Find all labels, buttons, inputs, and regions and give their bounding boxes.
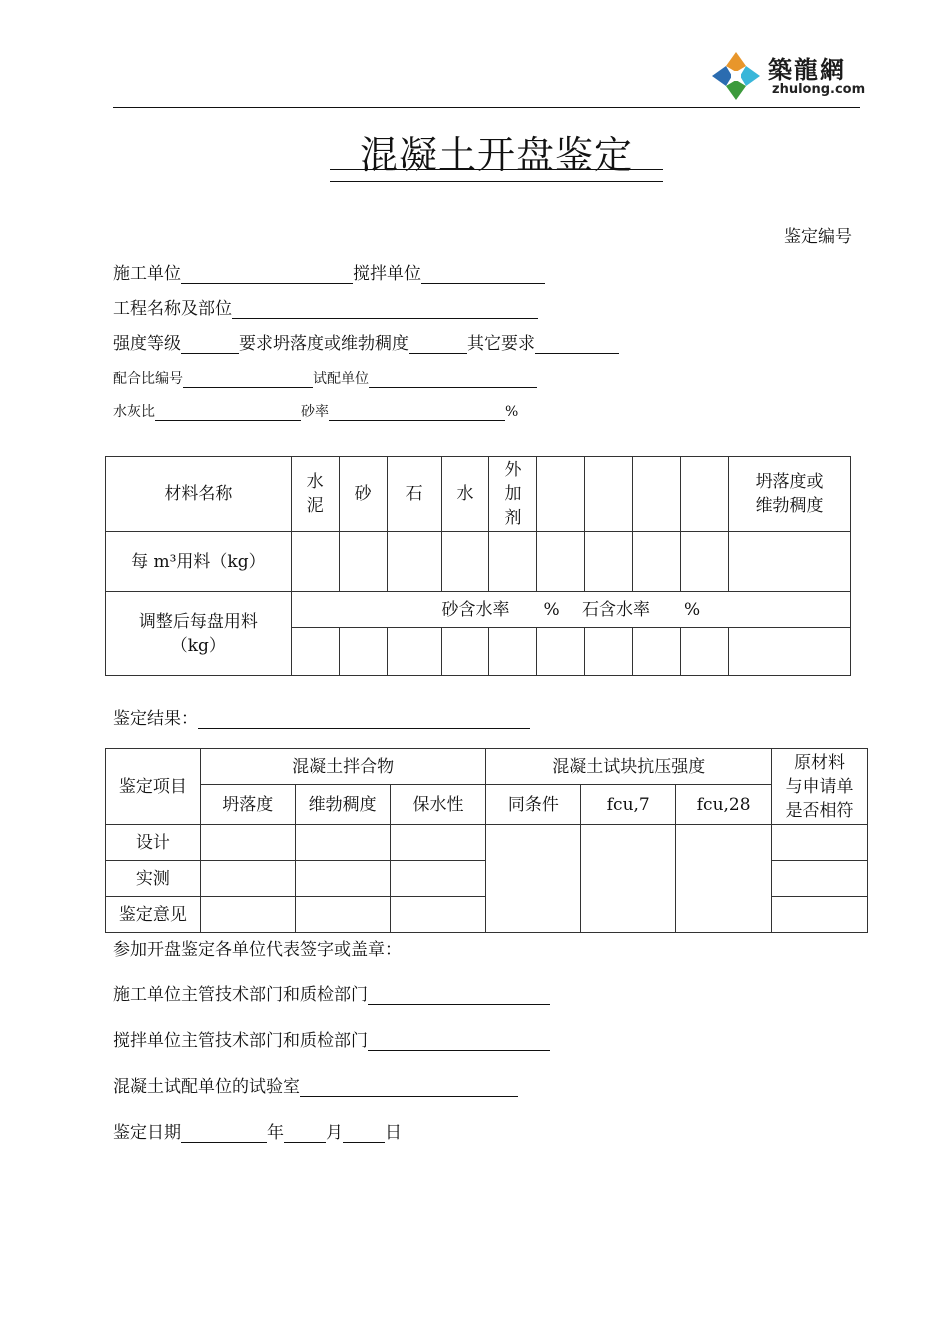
material-table <box>105 456 851 676</box>
sand-ratio-blank[interactable] <box>329 405 505 421</box>
table-cell[interactable] <box>387 532 441 592</box>
strength-grade-blank[interactable] <box>181 335 239 354</box>
construction-unit-blank[interactable] <box>181 265 353 284</box>
col-blank-4 <box>681 457 729 532</box>
col-water: 水 <box>441 457 489 532</box>
table-cell[interactable] <box>291 628 339 676</box>
table-cell[interactable] <box>387 628 441 676</box>
moisture-text: 砂含水率 % 石含水率 % <box>291 592 850 628</box>
table-cell[interactable] <box>772 861 868 897</box>
table-cell[interactable] <box>537 628 585 676</box>
eval-table <box>105 748 868 933</box>
col-stone: 石 <box>387 457 441 532</box>
strength-group-header: 混凝土试块抗压强度 <box>486 749 772 785</box>
table-cell[interactable] <box>390 897 486 933</box>
table-cell[interactable] <box>295 861 390 897</box>
mixing-unit-label: 搅拌单位 <box>353 264 421 284</box>
result-blank[interactable] <box>198 710 530 729</box>
other-req-label: 其它要求 <box>467 334 535 354</box>
table-cell[interactable] <box>585 628 633 676</box>
sub-fcu28: fcu,28 <box>676 785 772 825</box>
table-cell[interactable] <box>295 825 390 861</box>
slump-req-blank[interactable] <box>409 335 467 354</box>
wc-ratio-blank[interactable] <box>155 405 301 421</box>
table-cell[interactable] <box>681 532 729 592</box>
table-cell[interactable] <box>339 532 387 592</box>
table-cell[interactable] <box>441 532 489 592</box>
table-cell[interactable] <box>486 825 581 933</box>
zhulong-logo <box>708 48 868 104</box>
sign-construction-blank[interactable] <box>368 986 550 1005</box>
date-year-blank[interactable] <box>181 1124 267 1143</box>
date-line <box>113 1118 402 1143</box>
table-cell[interactable] <box>633 628 681 676</box>
material-name-header: 材料名称 <box>106 457 292 532</box>
project-name-label: 工程名称及部位 <box>113 299 232 319</box>
col-blank-3 <box>633 457 681 532</box>
form-line-2 <box>113 294 538 319</box>
col-blank-1 <box>537 457 585 532</box>
table-cell[interactable] <box>441 628 489 676</box>
date-day-blank[interactable] <box>343 1124 385 1143</box>
table-cell[interactable] <box>200 897 295 933</box>
col-slump: 坍落度或 维勃稠度 <box>729 457 851 532</box>
logo-en-text: zhulong.com <box>772 82 866 97</box>
date-month-blank[interactable] <box>284 1124 326 1143</box>
header-rule <box>113 107 860 108</box>
percent-sign: % <box>505 404 519 420</box>
col-admixture: 外 加 剂 <box>489 457 537 532</box>
table-cell[interactable] <box>772 897 868 933</box>
conform-header: 原材料 与申请单 是否相符 <box>772 749 868 825</box>
table-cell[interactable] <box>729 628 851 676</box>
result-label: 鉴定结果： <box>113 709 198 729</box>
eval-item-header: 鉴定项目 <box>106 749 201 825</box>
month-label: 月 <box>326 1123 343 1143</box>
table-cell[interactable] <box>772 825 868 861</box>
table-cell[interactable] <box>729 532 851 592</box>
row-adjusted-label: 调整后每盘用料 （kg） <box>106 592 292 676</box>
row-opinion: 鉴定意见 <box>106 897 201 933</box>
table-cell[interactable] <box>291 532 339 592</box>
slump-req-label: 要求坍落度或维勃稠度 <box>239 334 409 354</box>
trial-unit-label: 试配单位 <box>313 371 369 387</box>
sign-intro: 参加开盘鉴定各单位代表签字或盖章： <box>113 940 402 960</box>
table-cell[interactable] <box>581 825 676 933</box>
table-cell[interactable] <box>585 532 633 592</box>
sign-construction-label: 施工单位主管技术部门和质检部门 <box>113 985 368 1005</box>
table-cell[interactable] <box>200 861 295 897</box>
table-cell[interactable] <box>489 628 537 676</box>
row-design: 设计 <box>106 825 201 861</box>
form-line-5 <box>113 401 518 421</box>
form-line-4 <box>113 368 537 388</box>
form-line-3 <box>113 329 619 354</box>
table-cell[interactable] <box>681 628 729 676</box>
col-blank-2 <box>585 457 633 532</box>
table-cell[interactable] <box>339 628 387 676</box>
sub-water-retention: 保水性 <box>390 785 486 825</box>
table-cell[interactable] <box>295 897 390 933</box>
sand-ratio-label: 砂率 <box>301 404 329 420</box>
row-measured: 实测 <box>106 861 201 897</box>
id-label: 鉴定编号 <box>784 227 852 247</box>
sign-mixing-label: 搅拌单位主管技术部门和质检部门 <box>113 1031 368 1051</box>
trial-unit-blank[interactable] <box>369 372 537 388</box>
strength-grade-label: 强度等级 <box>113 334 181 354</box>
result-line <box>113 704 530 729</box>
project-name-blank[interactable] <box>232 300 538 319</box>
sub-same-condition: 同条件 <box>486 785 581 825</box>
mix-no-blank[interactable] <box>183 372 313 388</box>
sign-lab-line <box>113 1072 518 1097</box>
table-cell[interactable] <box>200 825 295 861</box>
sign-mixing-line <box>113 1026 550 1051</box>
sub-fcu7: fcu,7 <box>581 785 676 825</box>
row-per-m3-label: 每 m³用料（kg） <box>106 532 292 592</box>
table-cell[interactable] <box>633 532 681 592</box>
col-sand: 砂 <box>339 457 387 532</box>
sub-slump: 坍落度 <box>200 785 295 825</box>
pinwheel-icon <box>708 48 764 104</box>
sign-construction-line <box>113 980 550 1005</box>
page-title: 混凝土开盘鉴定 <box>330 124 663 182</box>
title-underline <box>330 169 663 170</box>
col-cement: 水 泥 <box>291 457 339 532</box>
day-label: 日 <box>385 1123 402 1143</box>
table-cell[interactable] <box>390 825 486 861</box>
year-label: 年 <box>267 1123 284 1143</box>
table-cell[interactable] <box>489 532 537 592</box>
mix-no-label: 配合比编号 <box>113 371 183 387</box>
table-cell[interactable] <box>390 861 486 897</box>
table-cell[interactable] <box>676 825 772 933</box>
sign-mixing-blank[interactable] <box>368 1032 550 1051</box>
mixing-unit-blank[interactable] <box>421 265 545 284</box>
sub-vebe: 维勃稠度 <box>295 785 390 825</box>
construction-unit-label: 施工单位 <box>113 264 181 284</box>
wc-ratio-label: 水灰比 <box>113 404 155 420</box>
other-req-blank[interactable] <box>535 335 619 354</box>
sign-lab-blank[interactable] <box>300 1078 518 1097</box>
date-label: 鉴定日期 <box>113 1123 181 1143</box>
mix-group-header: 混凝土拌合物 <box>200 749 486 785</box>
logo-cn-text: 築龍網 <box>768 56 846 84</box>
form-line-1 <box>113 259 545 284</box>
table-cell[interactable] <box>537 532 585 592</box>
sign-lab-label: 混凝土试配单位的试验室 <box>113 1077 300 1097</box>
